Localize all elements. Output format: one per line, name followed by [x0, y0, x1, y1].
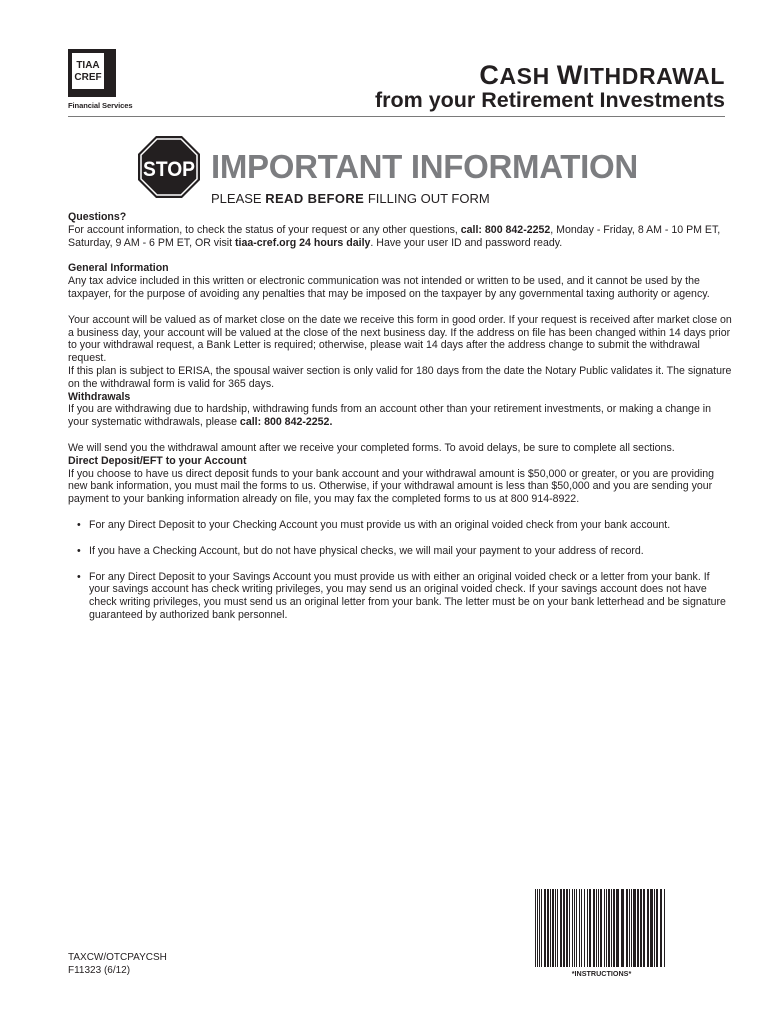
instructions-body — [68, 211, 732, 635]
website-link: tiaa-cref.org 24 hours daily — [235, 236, 371, 249]
barcode-label: *INSTRUCTIONS* — [571, 969, 632, 978]
list-item: • For any Direct Deposit to your Checking Account you must provide us with an original voided check from your bank account. — [68, 519, 732, 532]
tax-advice-paragraph: Any tax advice included in this written or electronic communication was not intended or written to be used, and it cannot be used by the taxpayer, for the purpose of avoiding any penalties that may be imposed on the taxpayer by any governmental taxing authority or agency. — [68, 275, 710, 300]
direct-deposit-paragraph: If you choose to have us direct deposit funds to your bank account and your withdrawal amount is $50,000 or greater, or you are providing new bank information, you must mail the forms to us. Otherwise, if your withdrawal amount is less than $50,000 and you are sending your payment to your banking information already on file, you may fax the completed forms to us at 800 914-8922. — [68, 467, 715, 506]
general-information-heading: General Information — [68, 262, 169, 275]
phone-number: call: 800 842-2252 — [460, 223, 551, 236]
tiaa-cref-logo — [68, 49, 116, 97]
important-heading: IMPORTANT INFORMATION — [211, 148, 638, 185]
header-divider — [68, 116, 725, 117]
form-footer — [68, 952, 167, 977]
stop-sign-icon — [137, 135, 201, 199]
withdrawals-heading: Withdrawals — [68, 390, 131, 403]
list-item: • For any Direct Deposit to your Savings Account you must provide us with either an original voided check or a letter from your bank. If your savings account has check writing privileges, you may send us an original voided check. If your savings account does not have check writing privileges, you must send us an original letter from your bank. The letter must be on your bank letterhead and be signature guaranteed by authorized bank personnel. — [68, 571, 732, 622]
barcode — [535, 889, 668, 967]
logo-line2: CREF — [74, 72, 102, 83]
send-amount-paragraph: We will send you the withdrawal amount after we receive your completed forms. To avoid delays, be sure to complete all sections. — [68, 441, 675, 454]
read-before-note: PLEASE READ BEFORE FILLING OUT FORM — [211, 191, 490, 206]
logo-tagline: Financial Services — [68, 101, 133, 110]
questions-section: Questions? For account information, to check the status of your request or any other questions, call: 800 842-2252, Monday - Friday, 8 AM - 10 PM ET, Saturday, 9 AM - 6 PM ET, OR visit tiaa-cref.org 24 hours daily. Have your user ID and password ready. — [68, 211, 732, 249]
form-code: TAXCW/OTCPAYCSH — [68, 952, 167, 963]
direct-deposit-section — [68, 455, 732, 506]
valuation-paragraph: Your account will be valued as of market close on the date we receive this form in good order. If your request is received after market close on a business day, your account will be valued at the close of the next business day. If the address on file has been changed within 14 days prior to your withdrawal request, a Bank Letter is required; otherwise, please wait 14 days after the address change to submit the withdrawal request. — [68, 313, 732, 365]
direct-deposit-bullets — [68, 519, 732, 622]
withdrawals-section: Withdrawals If you are withdrawing due to hardship, withdrawing funds from an account other than your retirement investments, or making a change in your systematic withdrawals, please call: 800 842-2252. — [68, 391, 732, 429]
form-title: CASH WITHDRAWAL — [479, 60, 725, 90]
logo-line1: TIAA — [76, 60, 100, 71]
form-number: F11323 (6/12) — [68, 964, 131, 976]
withdrawals-phone: call: 800 842-2252. — [239, 416, 333, 429]
general-information-section — [68, 262, 732, 300]
form-subtitle: from your Retirement Investments — [374, 88, 725, 112]
questions-heading: Questions? — [68, 211, 127, 223]
list-item: • If you have a Checking Account, but do not have physical checks, we will mail your payment to your address of record. — [68, 545, 732, 558]
direct-deposit-heading: Direct Deposit/EFT to your Account — [68, 454, 247, 467]
erisa-paragraph: If this plan is subject to ERISA, the spousal waiver section is only valid for 180 days from the date the Notary Public validates it. The signature on the withdrawal form is valid for 365 days. — [68, 364, 732, 390]
stop-sign-text: STOP — [143, 158, 195, 181]
